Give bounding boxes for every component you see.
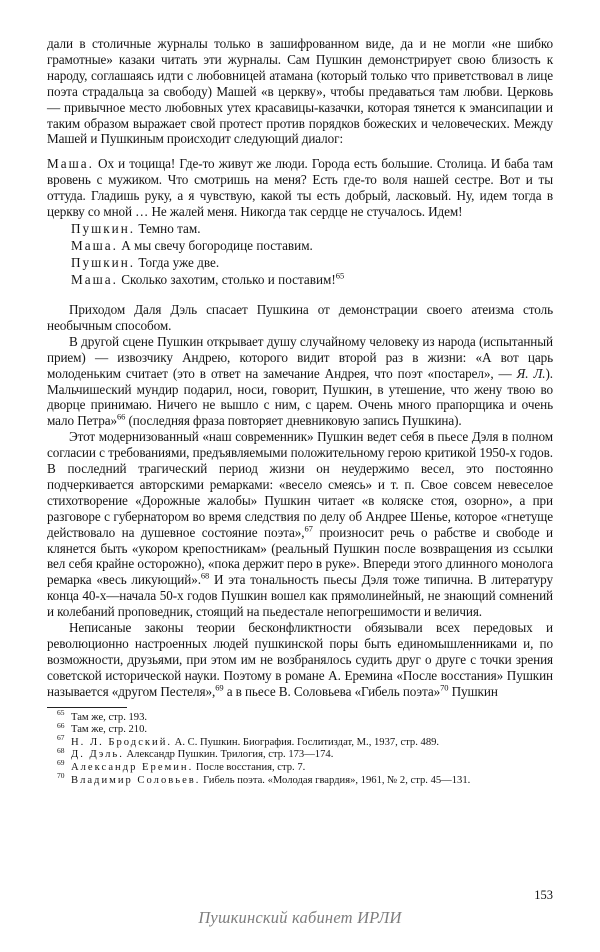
- footnote-66: 66 Там же, стр. 210.: [57, 720, 148, 736]
- speech-text: Ох и тоцища! Где-то живут же люди. Города есть большие. Столица. И баба там вровень с мужиком. Что смотришь на меня? Есть где-то воля нашей сестре. Вот и ты оттуда. Гладишь руку, а я чувствую, какой ты есть добрый, ласковый. Ну, идем тогда в церкву со мной … Не жалей меня. Никогда так сердце не стучалось. Идем!: [47, 156, 553, 220]
- paragraph-3: [47, 334, 553, 429]
- dialog-line: [71, 271, 553, 288]
- text-run: а в пьесе В. Соловьева «Гибель поэта»: [223, 683, 441, 699]
- page-body: [47, 36, 553, 787]
- footnote-author: Александр Еремин.: [71, 762, 194, 773]
- text-run: Пушкин: [448, 683, 498, 699]
- footnote-70: 70 Владимир Соловьев. Гибель поэта. «Молодая гвардия», 1961, № 2, стр. 45—131.: [57, 771, 471, 786]
- footnote-author: Д. Дэль.: [71, 749, 124, 761]
- footnote-ref: 65: [335, 270, 345, 281]
- paragraph-2: Приходом Даля Дэль спасает Пушкина от демонстрации своего атеизма столь необычным способом.: [47, 301, 553, 333]
- speech-text: Темно там.: [135, 220, 201, 236]
- text-run: (последняя фраза повторяет дневниковую запись Пушкина).: [125, 413, 462, 429]
- speaker-name: Пушкин.: [71, 220, 136, 236]
- paragraph-1: дали в столичные журналы только в зашифрованном виде, да и не могли «не шибко грамотные» казаки читать эти журналы. Сам Пушкин демонстрирует свою близость к народу, соглашаясь идти с любовницей атамана (который только что приветствовал в лице поэта страдальца за свободу) Машей «в церкву», чтобы предаваться там любви. Церковь — привычное место любовных утех красавицы-казачки, которая тянется к эмансипации и таким образом выражает свой протест против порядков божеских и человеческих. Между Машей и Пушкиным происходит следующий диалог:: [47, 36, 553, 147]
- footnote-ref: 70: [440, 682, 449, 693]
- footnote-text: После восстания, стр. 7.: [193, 762, 306, 773]
- speech-text: Тогда уже две.: [135, 254, 220, 270]
- text-run: В другой сцене Пушкин открывает душу случайному человеку из народа (испытанный прием) — извозчику Андрею, которого видит второй раз в жизни: «А вот царь молоденьким считает (это в ответ на замечание Андрея, что поэт «постарел», —: [47, 333, 553, 381]
- footnote-text: Там же, стр. 210.: [71, 724, 148, 736]
- footnote-ref: 69: [215, 682, 224, 693]
- paragraph-5: [47, 620, 553, 700]
- footnote-author: Н. Л. Бродский.: [71, 736, 173, 748]
- text-run: произносит речь о рабстве и свободе и клянется быть «укором крепостникам» (реальный Пушкин после возвращения из ссылки вел себя крайне осторожно), «пока держит перо в руке». Впереди этого длинного монолога ремарка «весь ликующий».: [47, 524, 554, 588]
- speaker-name: Маша.: [71, 271, 118, 287]
- dialog-lines: [47, 220, 553, 288]
- footnote-ref: 67: [304, 523, 313, 534]
- dialog-line: [71, 254, 553, 271]
- footnote-text: Гибель поэта. «Молодая гвардия», 1961, № 2, стр. 45—131.: [200, 774, 471, 786]
- footnote-author: Владимир Соловьев.: [71, 774, 201, 786]
- speaker-name: Маша.: [71, 237, 118, 253]
- footnote-68: 68 Д. Дэль. Александр Пушкин. Трилогия, стр. 173—174.: [57, 745, 334, 761]
- text-run: ). Мальчишеский мундир подарил, носи, говорит, Пушкин, в утешение, что жену твою во дворце принимаю. Ничего не вышло с ним, с царем. Очень много прапорщика и очень мало Петра»: [47, 365, 553, 429]
- dialog-masha-speech: [47, 156, 553, 220]
- footnote-ref: 68: [200, 570, 210, 581]
- text-run: Неписаные законы теории бесконфликтности обязывали всех передовых и революционно настроенных людей пушкинской поры быть единомышленниками и, по возможности, друзьями, при этом им не возбранялось судить друг о друге с точки зрения советской исторической науки. Поэтому в романе А. Еремина «После восстания» Пушкин называется «другом Пестеля»,: [47, 620, 553, 699]
- speech-text: Сколько захотим, столько и поставим!: [117, 271, 336, 287]
- text-run: И эта тональность пьесы Дэля тоже типична. В литературу конца 40-х—начала 50-х годов Пушкин вошел как прямолинейный, не знающий сомнений и колебаний проповедник, стоящий на пьедестале непогрешимости и величия.: [47, 572, 553, 620]
- speaker-name: Маша.: [47, 156, 94, 172]
- italic-initials: Я. Л.: [516, 365, 546, 381]
- footnote-65: 65 Там же, стр. 193.: [57, 708, 148, 723]
- footnote-text: Там же, стр. 193.: [71, 711, 148, 723]
- library-stamp: Пушкинский кабинет ИРЛИ: [198, 908, 402, 927]
- page-number: 153: [534, 888, 553, 902]
- paragraph-4: [47, 429, 553, 620]
- footnote-ref: 66: [116, 411, 126, 422]
- footnote-67: 67 Н. Л. Бродский. А. С. Пушкин. Биография. Гослитиздат, М., 1937, стр. 489.: [57, 733, 440, 748]
- text-run: Этот модернизованный «наш современник» Пушкин ведет себя в пьесе Дэля в полном согласии с требованиями, предъявляемыми положительному герою критикой 1950-х годов. В последний трагический период жизни он неудержимо весел, это постоянно подчеркивается авторскими ремарками: «весело смеясь» и т. п. Свое совсем невеселое стихотворение «Дорожные жалобы» Пушкин читает «в коляске стоя, озорно», а при разговоре с губернатором во время следствия по делу об Андрее Шенье, которое «гнетуще действовало на душевное состояние поэта»,: [47, 429, 553, 540]
- footnote-text: Александр Пушкин. Трилогия, стр. 173—174.: [123, 749, 334, 761]
- footnotes: [47, 708, 553, 788]
- dialog-line: [71, 237, 553, 254]
- speech-text: А мы свечу богородице поставим.: [117, 237, 313, 253]
- dialog-line: [71, 220, 553, 237]
- footnote-text: А. С. Пушкин. Биография. Гослитиздат, М., 1937, стр. 489.: [172, 736, 440, 748]
- speaker-name: Пушкин.: [71, 254, 136, 270]
- footnote-69: 69 Александр Еремин. После восстания, стр. 7.: [57, 758, 306, 773]
